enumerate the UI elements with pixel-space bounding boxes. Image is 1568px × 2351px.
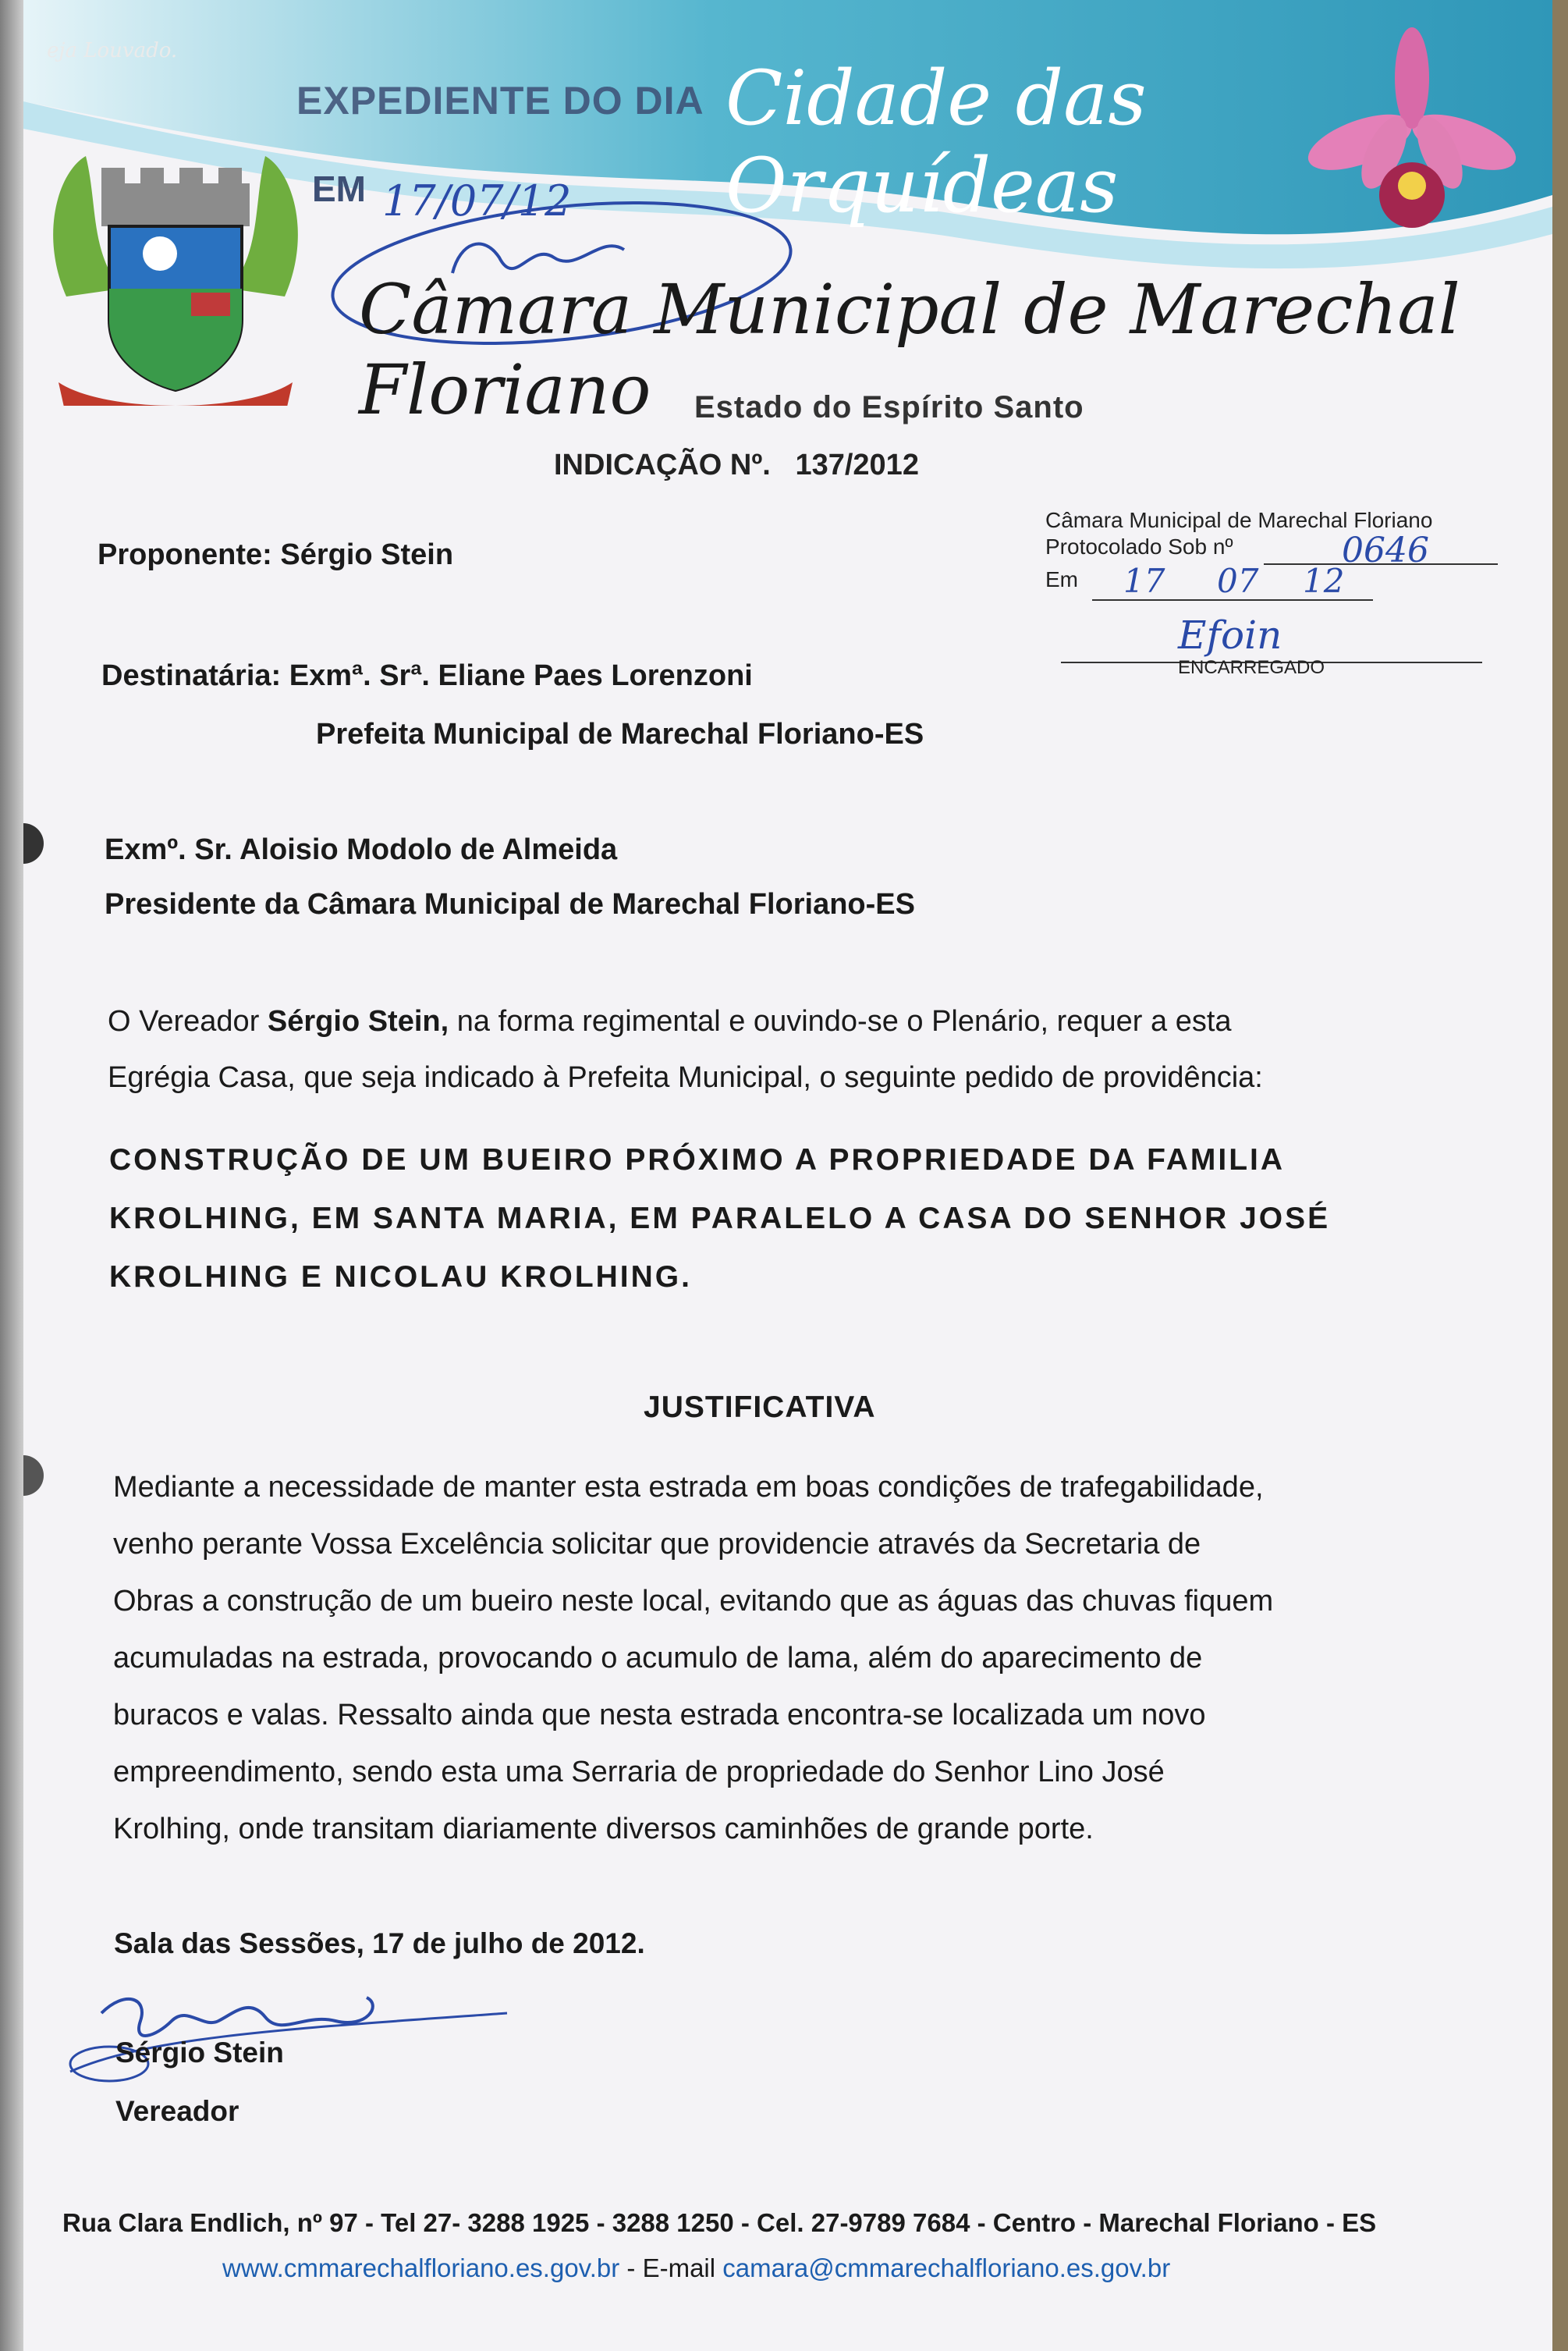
footer-email-label: - E-mail xyxy=(619,2253,723,2282)
protocol-signature: Efoin xyxy=(1178,613,1282,658)
protocol-date-year: 12 xyxy=(1303,562,1345,600)
expediente-stamp-label: EXPEDIENTE DO DIA xyxy=(296,79,704,123)
corner-text: eja Louvado. xyxy=(47,39,178,62)
institution-title: Câmara Municipal de Marechal Floriano xyxy=(359,269,1460,430)
protocol-line1: Câmara Municipal de Marechal Floriano xyxy=(1045,508,1433,532)
protocol-date-day: 17 xyxy=(1123,562,1165,600)
recipient-line xyxy=(101,659,753,693)
intro-line2: Egrégia Casa, que seja indicado à Prefeita Municipal, o seguinte pedido de providência: xyxy=(108,1061,1263,1094)
proponent-name: Sérgio Stein xyxy=(280,538,454,571)
signer-name: Sérgio Stein xyxy=(115,2037,284,2069)
proponent-line xyxy=(98,538,453,572)
justification-line-3: Obras a construção de um bueiro neste local, evitando que as águas das chuvas fiquem xyxy=(113,1585,1274,1618)
protocol-date-month: 07 xyxy=(1217,562,1259,600)
expediente-stamp-date: 17/07/12 xyxy=(382,176,572,226)
addressee-title: Presidente da Câmara Municipal de Marechal Floriano-ES xyxy=(105,888,915,921)
protocol-stamp xyxy=(1045,507,1513,593)
page-binding-shadow xyxy=(0,0,27,2351)
justification-line-2: venho perante Vossa Excelência solicitar que providencie através da Secretaria de xyxy=(113,1528,1201,1561)
intro-line1 xyxy=(108,1005,1232,1039)
recipient-title: Prefeita Municipal de Marechal Floriano-ES xyxy=(316,718,924,751)
signer-role: Vereador xyxy=(115,2095,239,2127)
expediente-stamp-em: EM xyxy=(312,169,366,209)
binding-hole-top xyxy=(23,823,44,864)
footer-website-link[interactable]: www.cmmarechalfloriano.es.gov.br xyxy=(222,2253,620,2282)
document-page xyxy=(23,0,1552,2351)
recipient-name: Exmª. Srª. Eliane Paes Lorenzoni xyxy=(289,659,753,692)
binding-hole-bottom xyxy=(23,1455,44,1496)
coat-of-arms-icon xyxy=(53,156,298,406)
protocol-em-label: Em xyxy=(1045,567,1078,591)
recipient-label: Destinatária: xyxy=(101,659,282,692)
justification-line-7: Krolhing, onde transitam diariamente diversos caminhões de grande porte. xyxy=(113,1813,1094,1845)
justification-line-5: buracos e valas. Ressalto ainda que nesta estrada encontra-se localizada um novo xyxy=(113,1699,1206,1731)
addressee-name: Exmº. Sr. Aloisio Modolo de Almeida xyxy=(105,833,618,866)
protocol-line2-label: Protocolado Sob nº xyxy=(1045,534,1233,559)
document-number-value: 137/2012 xyxy=(795,449,919,481)
request-line-3: KROLHING E NICOLAU KROLHING. xyxy=(109,1260,692,1294)
document-number-label: INDICAÇÃO Nº. xyxy=(554,449,771,481)
footer-address: Rua Clara Endlich, nº 97 - Tel 27- 3288 1925 - 3288 1250 - Cel. 27-9789 7684 - Centro - Marechal Floriano - ES xyxy=(62,2208,1377,2237)
justification-heading: JUSTIFICATIVA xyxy=(644,1390,876,1424)
justification-line-6: empreendimento, sendo esta uma Serraria de propriedade do Senhor Lino José xyxy=(113,1756,1165,1788)
protocol-number-handwritten: 0646 xyxy=(1342,531,1429,570)
footer-contact xyxy=(222,2253,1170,2283)
proponent-label: Proponente: xyxy=(98,538,272,571)
document-number xyxy=(554,449,919,482)
page-edge-shadow xyxy=(1552,0,1568,2351)
tagline: Cidade das Orquídeas xyxy=(725,55,1147,229)
closing-place-date: Sala das Sessões, 17 de julho de 2012. xyxy=(114,1927,645,1959)
justification-line-1: Mediante a necessidade de manter esta estrada em boas condições de trafegabilidade, xyxy=(113,1471,1264,1504)
state-subtitle: Estado do Espírito Santo xyxy=(694,390,1084,424)
intro-pre: O Vereador xyxy=(108,1005,260,1038)
footer-email-link[interactable]: camara@cmmarechalfloriano.es.gov.br xyxy=(722,2253,1171,2282)
protocol-role: ENCARREGADO xyxy=(1178,657,1325,678)
request-line-1: CONSTRUÇÃO DE UM BUEIRO PRÓXIMO A PROPRIEDADE DA FAMILIA xyxy=(109,1143,1286,1177)
intro-post: na forma regimental e ouvindo-se o Plenário, requer a esta xyxy=(456,1005,1232,1038)
justification-line-4: acumuladas na estrada, provocando o acumulo de lama, além do aparecimento de xyxy=(113,1642,1203,1674)
intro-name: Sérgio Stein, xyxy=(267,1005,449,1038)
request-line-2: KROLHING, EM SANTA MARIA, EM PARALELO A CASA DO SENHOR JOSÉ xyxy=(109,1202,1331,1235)
